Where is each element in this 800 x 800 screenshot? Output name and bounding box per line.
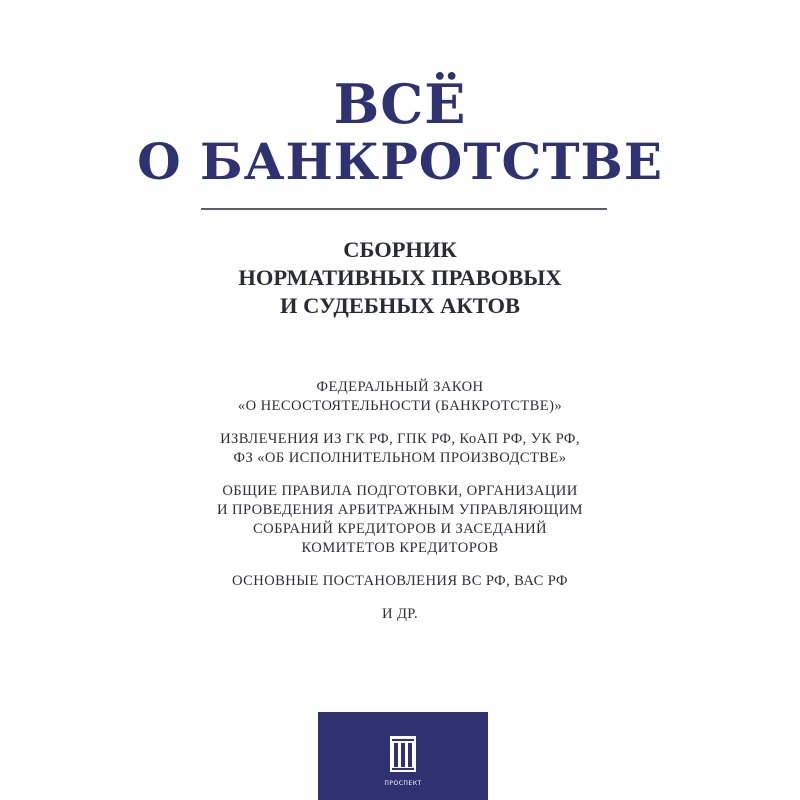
contents-item xyxy=(0,430,800,468)
title-line-1: ВСЁ xyxy=(333,72,467,136)
contents-item xyxy=(0,605,800,624)
column-portico-icon xyxy=(390,736,416,772)
subtitle xyxy=(0,236,800,320)
contents-line: ОБЩИЕ ПРАВИЛА ПОДГОТОВКИ, ОРГАНИЗАЦИИ xyxy=(222,483,578,499)
contents-line: СОБРАНИЙ КРЕДИТОРОВ И ЗАСЕДАНИЙ xyxy=(253,521,547,537)
contents-line: «О НЕСОСТОЯТЕЛЬНОСТИ (БАНКРОТСТВЕ)» xyxy=(237,398,563,414)
title-line-2: О БАНКРОТСТВЕ xyxy=(137,132,663,191)
contents-item xyxy=(0,482,800,558)
contents-item xyxy=(0,572,800,591)
contents-item xyxy=(0,378,800,416)
contents-line: КОМИТЕТОВ КРЕДИТОРОВ xyxy=(301,540,499,556)
contents-line: И ПРОВЕДЕНИЯ АРБИТРАЖНЫМ УПРАВЛЯЮЩИМ xyxy=(217,502,583,518)
contents-line: ФЕДЕРАЛЬНЫЙ ЗАКОН xyxy=(316,379,484,395)
publisher-name: ПРОСПЕКТ xyxy=(384,780,422,787)
subtitle-line-3: И СУДЕБНЫХ АКТОВ xyxy=(280,293,520,318)
publisher-block xyxy=(318,712,488,800)
subtitle-line-2: НОРМАТИВНЫХ ПРАВОВЫХ xyxy=(238,265,562,290)
contents-line: И ДР. xyxy=(381,606,419,622)
contents-line: ОСНОВНЫЕ ПОСТАНОВЛЕНИЯ ВС РФ, ВАС РФ xyxy=(232,573,568,589)
contents-list xyxy=(0,378,800,638)
title-divider xyxy=(201,208,607,210)
contents-line: ИЗВЛЕЧЕНИЯ ИЗ ГК РФ, ГПК РФ, КоАП РФ, УК РФ, xyxy=(220,431,580,447)
subtitle-line-1: СБОРНИК xyxy=(343,237,457,262)
contents-line: ФЗ «ОБ ИСПОЛНИТЕЛЬНОМ ПРОИЗВОДСТВЕ» xyxy=(233,450,567,466)
